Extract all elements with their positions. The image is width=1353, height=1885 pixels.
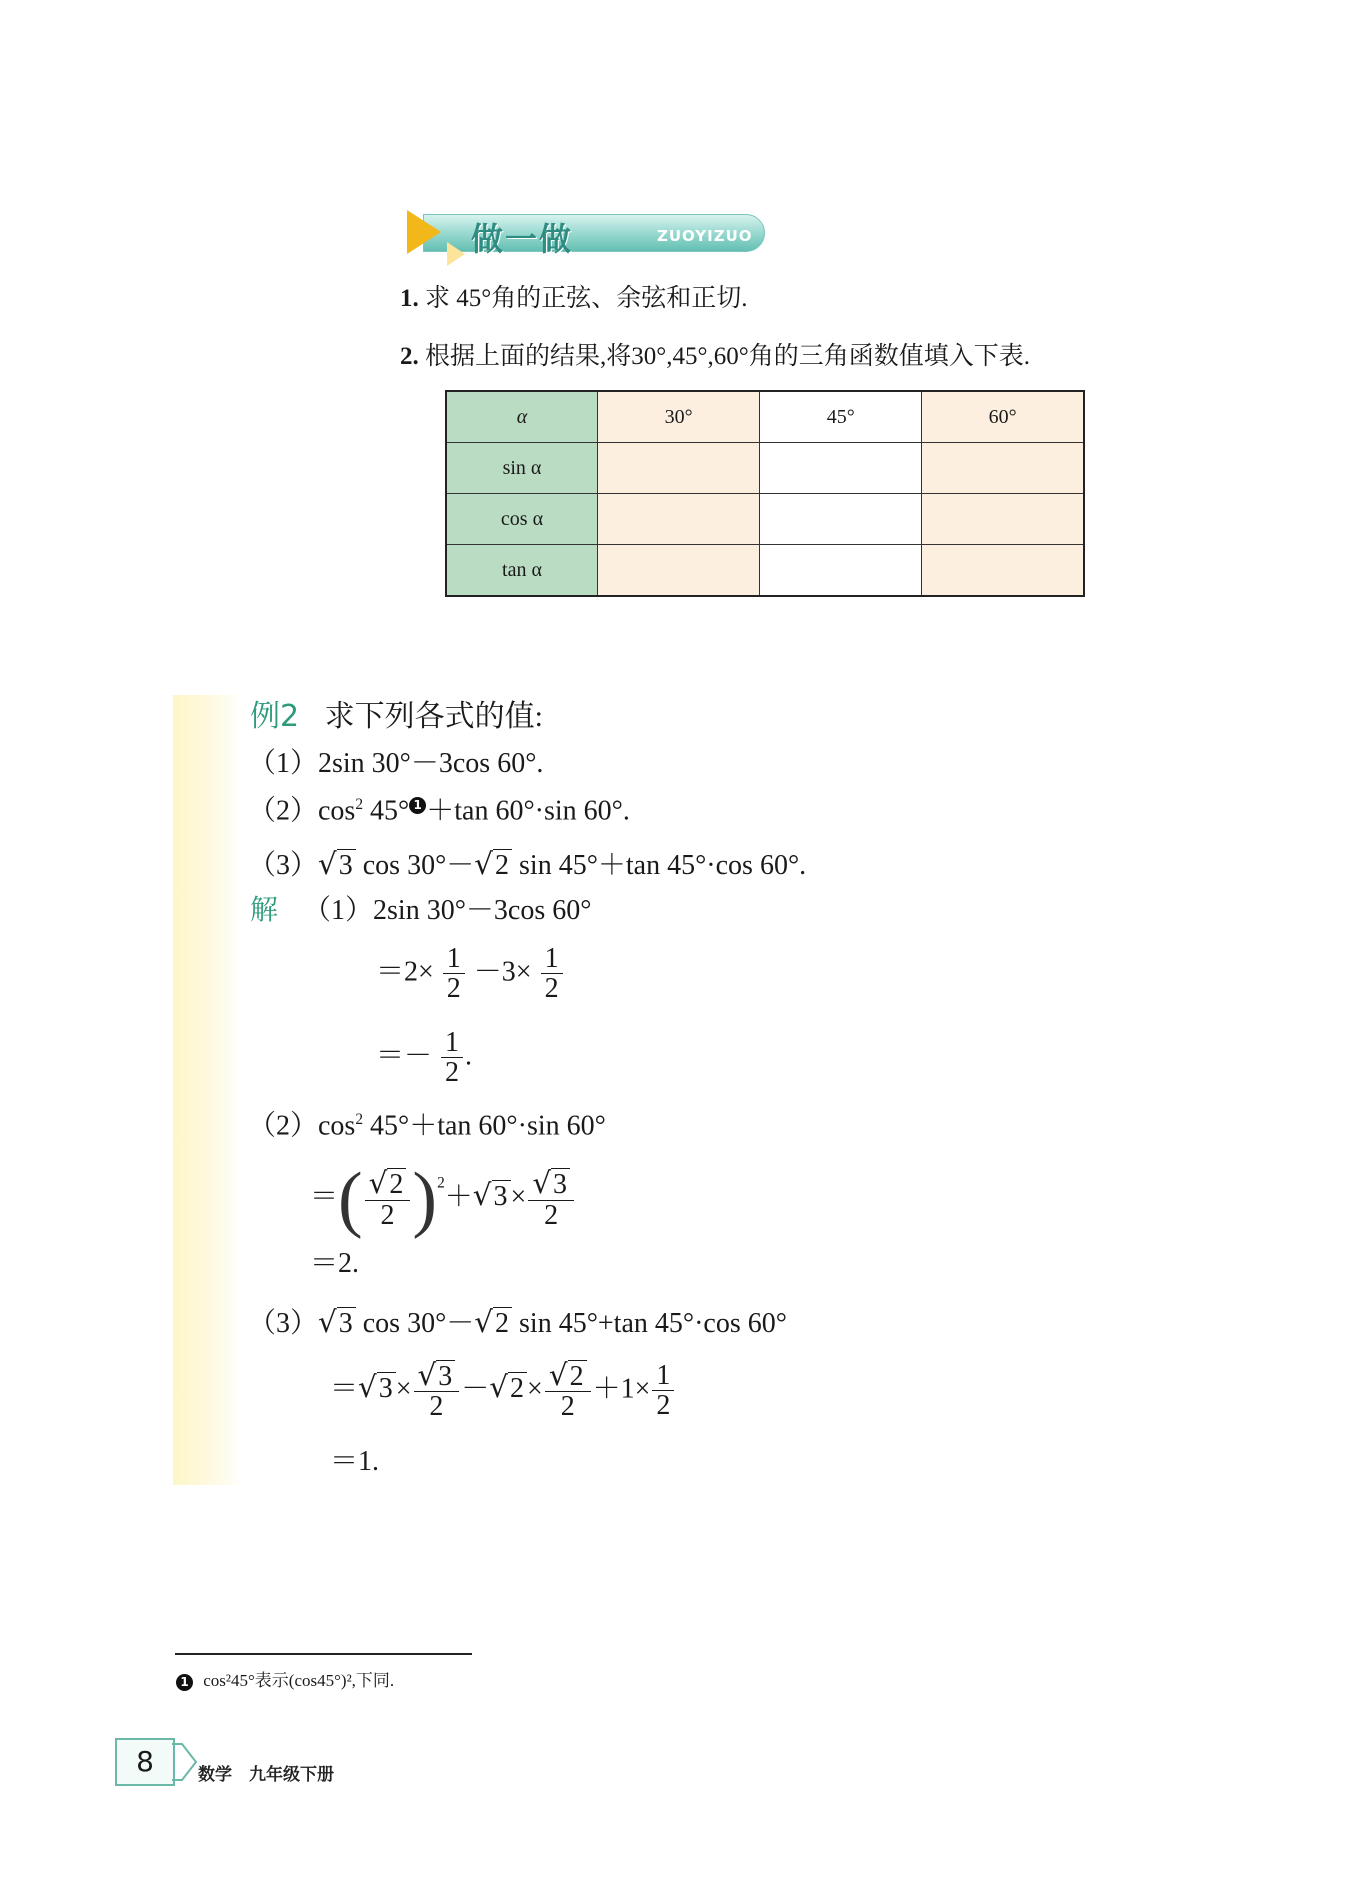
banner-subtitle: ZUOYIZUO <box>657 227 753 245</box>
row-label-sin: sin α <box>446 443 598 494</box>
page-number: 8 <box>115 1738 175 1786</box>
table-header-30: 30° <box>598 391 760 443</box>
sqrt-3: √3 <box>473 1181 511 1211</box>
question-2: $(2)\cos^2$ 45° 1 ＋tan 60°·sin 60°. <box>248 795 630 827</box>
table-cell <box>922 443 1084 494</box>
solution-3-result: ＝1. <box>330 1446 380 1477</box>
book-title: 数学 九年级下册 <box>198 1765 334 1785</box>
table-row <box>446 494 1084 545</box>
table-cell <box>598 545 760 597</box>
table-header-45: 45° <box>760 391 922 443</box>
sqrt-3: √3 <box>318 1308 356 1338</box>
solution-3-step-1: ＝√3 × $\frac{√3}{2}$ －√2 × $\frac{√2}{2}$ ＋1× $\frac{1}{2}$ <box>330 1360 676 1422</box>
example-heading <box>250 699 543 734</box>
task-1: 1. 求 45°角的正弦、余弦和正切. <box>400 285 748 312</box>
table-cell <box>598 494 760 545</box>
fraction-sqrt3-over-2: $\frac{√3}{2}$ <box>414 1360 460 1422</box>
row-label-tan: tan α <box>446 545 598 597</box>
table-row <box>446 545 1084 597</box>
fraction-one-half: $\frac{1}{2}$ <box>443 944 465 1004</box>
sqrt-2: √2 <box>474 850 512 880</box>
table-cell <box>922 545 1084 597</box>
row-label-cos: cos α <box>446 494 598 545</box>
sqrt-2: √2 <box>474 1308 512 1338</box>
play-arrow-icon <box>407 210 441 254</box>
table-header-row <box>446 391 1084 443</box>
sqrt-3: √3 <box>318 850 356 880</box>
banner-title: 做一做 <box>471 220 574 258</box>
footnote-marker: 1 <box>176 1674 193 1691</box>
footnote: 1 cos²45°表示(cos45°)²,下同. <box>176 1666 394 1691</box>
table-row <box>446 443 1084 494</box>
sqrt-3: √3 <box>358 1373 396 1403</box>
fraction-one-half: $\frac{1}{2}$ <box>652 1361 674 1421</box>
table-cell <box>760 494 922 545</box>
footnote-rule <box>175 1653 472 1655</box>
fraction-sqrt2-over-2: $\frac{√2}{2}$ <box>545 1360 591 1422</box>
activity-banner <box>405 210 765 258</box>
solution-2-step-1: ＝( $\frac{√2}{2}$ )$^2$＋√3 × $\frac{√3}{2}$ <box>310 1162 576 1236</box>
table-cell <box>598 443 760 494</box>
table-header-alpha: α <box>446 391 598 443</box>
example-prompt: 求下列各式的值: <box>324 700 543 733</box>
solution-1-head: 解 （1）2sin 30°－3cos 60° <box>250 893 592 926</box>
question-1: （1）2sin 30°－3cos 60°. <box>248 748 544 779</box>
example-label: 例2 <box>250 699 300 734</box>
trig-value-table <box>445 390 1085 597</box>
fraction-one-half: $\frac{1}{2}$ <box>441 1028 463 1088</box>
sqrt-2: √2 <box>489 1373 527 1403</box>
footnote-marker: 1 <box>409 797 426 814</box>
fraction-sqrt2-over-2: $\frac{√2}{2}$ <box>365 1168 411 1230</box>
question-3: （3）√3 cos 30°－√2 sin 45°＋tan 45°·cos 60°. <box>248 847 807 881</box>
page-tab-icon <box>172 1742 198 1782</box>
table-cell <box>760 545 922 597</box>
table-cell <box>760 443 922 494</box>
solution-2-head: $(2)\cos^2$ 45°＋tan 60°·sin 60° <box>248 1110 606 1142</box>
solution-1-step-2: ＝－ $\frac{1}{2}$ . <box>376 1027 473 1089</box>
solution-3-head: （3）√3 cos 30°－√2 sin 45°+tan 45°·cos 60° <box>248 1305 787 1339</box>
solution-label: 解 <box>250 893 279 926</box>
table-cell <box>922 494 1084 545</box>
fraction-sqrt3-over-2: $\frac{√3}{2}$ <box>528 1168 574 1230</box>
table-header-60: 60° <box>922 391 1084 443</box>
solution-1-step-1: ＝2× $\frac{1}{2}$ －3× $\frac{1}{2}$ <box>376 944 565 1004</box>
task-2: 2. 根据上面的结果,将30°,45°,60°角的三角函数值填入下表. <box>400 343 1030 370</box>
solution-2-result: ＝2. <box>310 1248 360 1279</box>
example-side-bar <box>173 695 243 1485</box>
fraction-one-half: $\frac{1}{2}$ <box>541 944 563 1004</box>
